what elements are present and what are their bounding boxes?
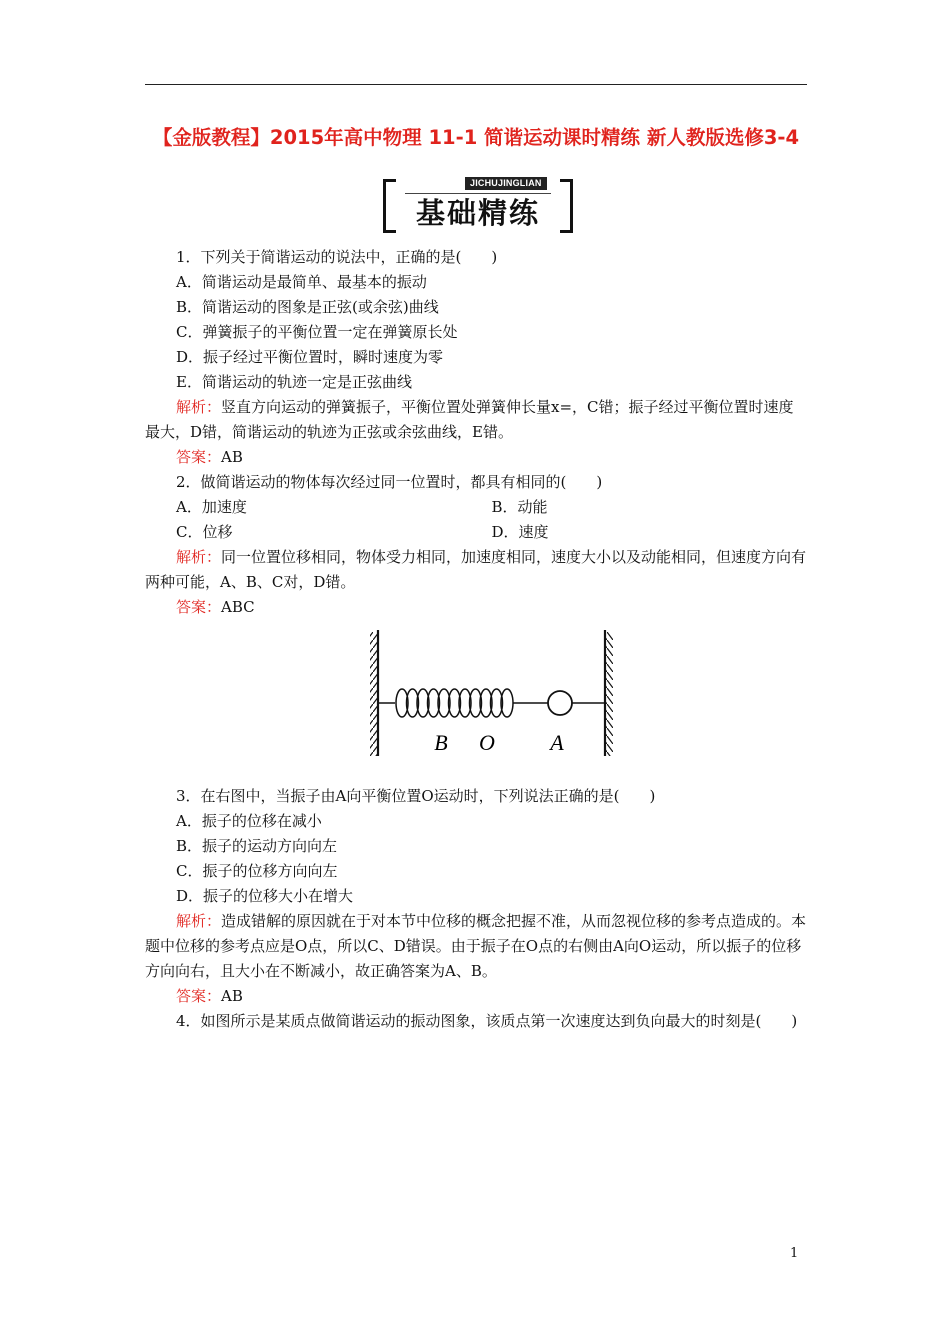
question-1-option-e: E．简谐运动的轨迹一定是正弦曲线 <box>176 373 412 391</box>
analysis-label: 解析： <box>176 398 222 416</box>
right-bracket <box>560 179 573 233</box>
question-2-answer <box>145 595 807 620</box>
analysis-text: 竖直方向运动的弹簧振子，平衡位置处弹簧伸长量x=，C错；振子经过平衡位置时速度最大，D错，简谐运动的轨迹为正弦或余弦曲线，E错。 <box>145 398 794 441</box>
analysis-text: 造成错解的原因就在于对本节中位移的概念把握不准，从而忽视位移的参考点造成的。本题中位移的参考点应是O点，所以C、D错误。由于振子在O点的右侧由A向O运动，所以振子的位移方向向右，且大小在不断减小，故正确答案为A、B。 <box>145 912 807 980</box>
question-3-option-a: A．振子的位移在减小 <box>176 812 322 830</box>
header-rule <box>145 84 807 85</box>
answer-label: 答案： <box>176 448 222 466</box>
section-heading-rule <box>405 193 551 194</box>
spring-coils <box>396 689 513 717</box>
label-o: O <box>479 730 495 755</box>
question-3-option-b: B．振子的运动方向向左 <box>176 837 338 855</box>
oscillator-ball <box>548 691 572 715</box>
question-1-option-d: D．振子经过平衡位置时，瞬时速度为零 <box>176 348 444 366</box>
question-2-option-a: A．加速度 <box>176 498 247 516</box>
spring-oscillator-diagram <box>145 624 807 774</box>
section-heading <box>383 173 573 233</box>
question-2-option-d: D．速度 <box>491 523 549 541</box>
question-4-stem: 4．如图所示是某质点做简谐运动的振动图象，该质点第一次速度达到负向最大的时刻是( ) <box>176 1012 798 1030</box>
question-3-analysis <box>145 909 807 984</box>
question-3-option-d: D．振子的位移大小在增大 <box>176 887 354 905</box>
question-1-analysis <box>145 395 807 445</box>
question-2-stem: 2．做简谐运动的物体每次经过同一位置时，都具有相同的( ) <box>176 473 603 491</box>
section-title: 基础精练 <box>415 196 540 230</box>
section-pinyin-tag: JICHUJINGLIAN <box>465 177 547 190</box>
label-b: B <box>434 730 448 755</box>
analysis-label: 解析： <box>176 548 222 566</box>
analysis-text: 同一位置位移相同，物体受力相同，加速度相同，速度大小以及动能相同，但速度方向有两种可能，A、B、C对，D错。 <box>145 548 807 591</box>
page-number: 1 <box>790 1246 799 1261</box>
question-3-stem: 3．在右图中，当振子由A向平衡位置O运动时，下列说法正确的是( ) <box>176 787 656 805</box>
answer-label: 答案： <box>176 598 222 616</box>
answer-text: ABC <box>221 598 255 616</box>
question-1-option-a: A．简谐运动是最简单、最基本的振动 <box>176 273 427 291</box>
question-2-options-row-2 <box>145 520 807 545</box>
left-wall-hatching <box>370 632 378 756</box>
question-3-answer <box>145 984 807 1009</box>
analysis-label: 解析： <box>176 912 222 930</box>
question-2-options-row-1 <box>145 495 807 520</box>
question-1-stem: 1．下列关于简谐运动的说法中，正确的是( ) <box>176 248 498 266</box>
question-2-analysis <box>145 545 807 595</box>
question-2-option-b: B．动能 <box>491 498 548 516</box>
answer-label: 答案： <box>176 987 222 1005</box>
exercise-content <box>145 245 807 1034</box>
question-2-option-c: C．位移 <box>176 523 233 541</box>
answer-text: AB <box>221 987 243 1005</box>
label-a: A <box>550 730 564 755</box>
question-1-option-c: C．弹簧振子的平衡位置一定在弹簧原长处 <box>176 323 458 341</box>
right-wall-hatching <box>605 632 613 756</box>
answer-text: AB <box>221 448 243 466</box>
question-1-answer <box>145 445 807 470</box>
spring-oscillator-figure <box>145 624 807 774</box>
document-title: 【金版教程】2015年高中物理 11-1 简谐运动课时精练 新人教版选修3-4 <box>152 126 800 149</box>
left-bracket <box>383 179 396 233</box>
question-1-option-b: B．简谐运动的图象是正弦(或余弦)曲线 <box>176 298 439 316</box>
question-3-option-c: C．振子的位移方向向左 <box>176 862 338 880</box>
